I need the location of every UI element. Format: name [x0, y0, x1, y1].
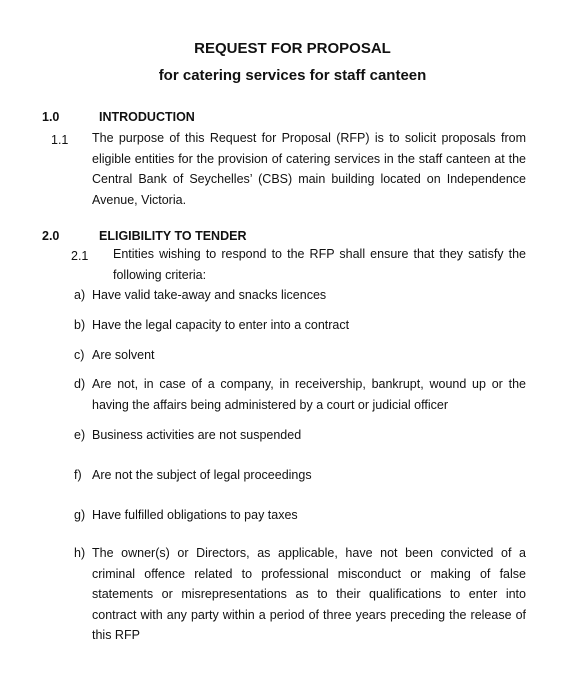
criterion-letter-e: e)	[74, 428, 86, 442]
criterion-text-g: Have fulfilled obligations to pay taxes	[92, 508, 298, 522]
criterion-text-a: Have valid take-away and snacks licences	[92, 288, 327, 302]
section-number-introduction: 1.0	[42, 110, 60, 124]
criterion-letter-d: d)	[74, 377, 86, 391]
criterion-letter-a: a)	[74, 288, 86, 302]
introduction-paragraph: The purpose of this Request for Proposal (RFP) is to solicit proposals from eligible entities for the provision of catering services in the staff canteen at the Central Bank of Seychelles’ (CBS) main building located on Independence Avenue, Victoria.	[92, 131, 526, 207]
section-heading-eligibility: ELIGIBILITY TO TENDER	[99, 229, 247, 243]
criterion-text-h: The owner(s) or Directors, as applicable, have not been convicted of a criminal offence related to professional misconduct or making of false statements or misrepresentations as to their qualifications to enter into contract with any party within a period of three years preceding the release of this RFP	[92, 546, 526, 642]
criterion-text-f: Are not the subject of legal proceedings	[92, 468, 312, 482]
criterion-letter-c: c)	[74, 348, 85, 362]
criterion-letter-g: g)	[74, 508, 86, 522]
criterion-letter-b: b)	[74, 318, 86, 332]
criterion-letter-f: f)	[74, 468, 82, 482]
criterion-text-e: Business activities are not suspended	[92, 428, 302, 442]
document-subtitle: for catering services for staff canteen	[158, 67, 427, 84]
subsection-number-1-1: 1.1	[51, 133, 69, 147]
document-title: REQUEST FOR PROPOSAL	[194, 40, 391, 57]
section-number-eligibility: 2.0	[42, 229, 60, 243]
criterion-text-b: Have the legal capacity to enter into a contract	[92, 318, 350, 332]
eligibility-intro-paragraph: Entities wishing to respond to the RFP shall ensure that they satisfy the following criteria:	[113, 247, 526, 282]
subsection-number-2-1: 2.1	[71, 249, 89, 263]
criterion-text-c: Are solvent	[92, 348, 155, 362]
criterion-text-d: Are not, in case of a company, in receivership, bankrupt, wound up or the having the affairs being administered by a court or judicial officer	[92, 377, 526, 412]
section-heading-introduction: INTRODUCTION	[99, 110, 195, 124]
criterion-letter-h: h)	[74, 546, 86, 560]
